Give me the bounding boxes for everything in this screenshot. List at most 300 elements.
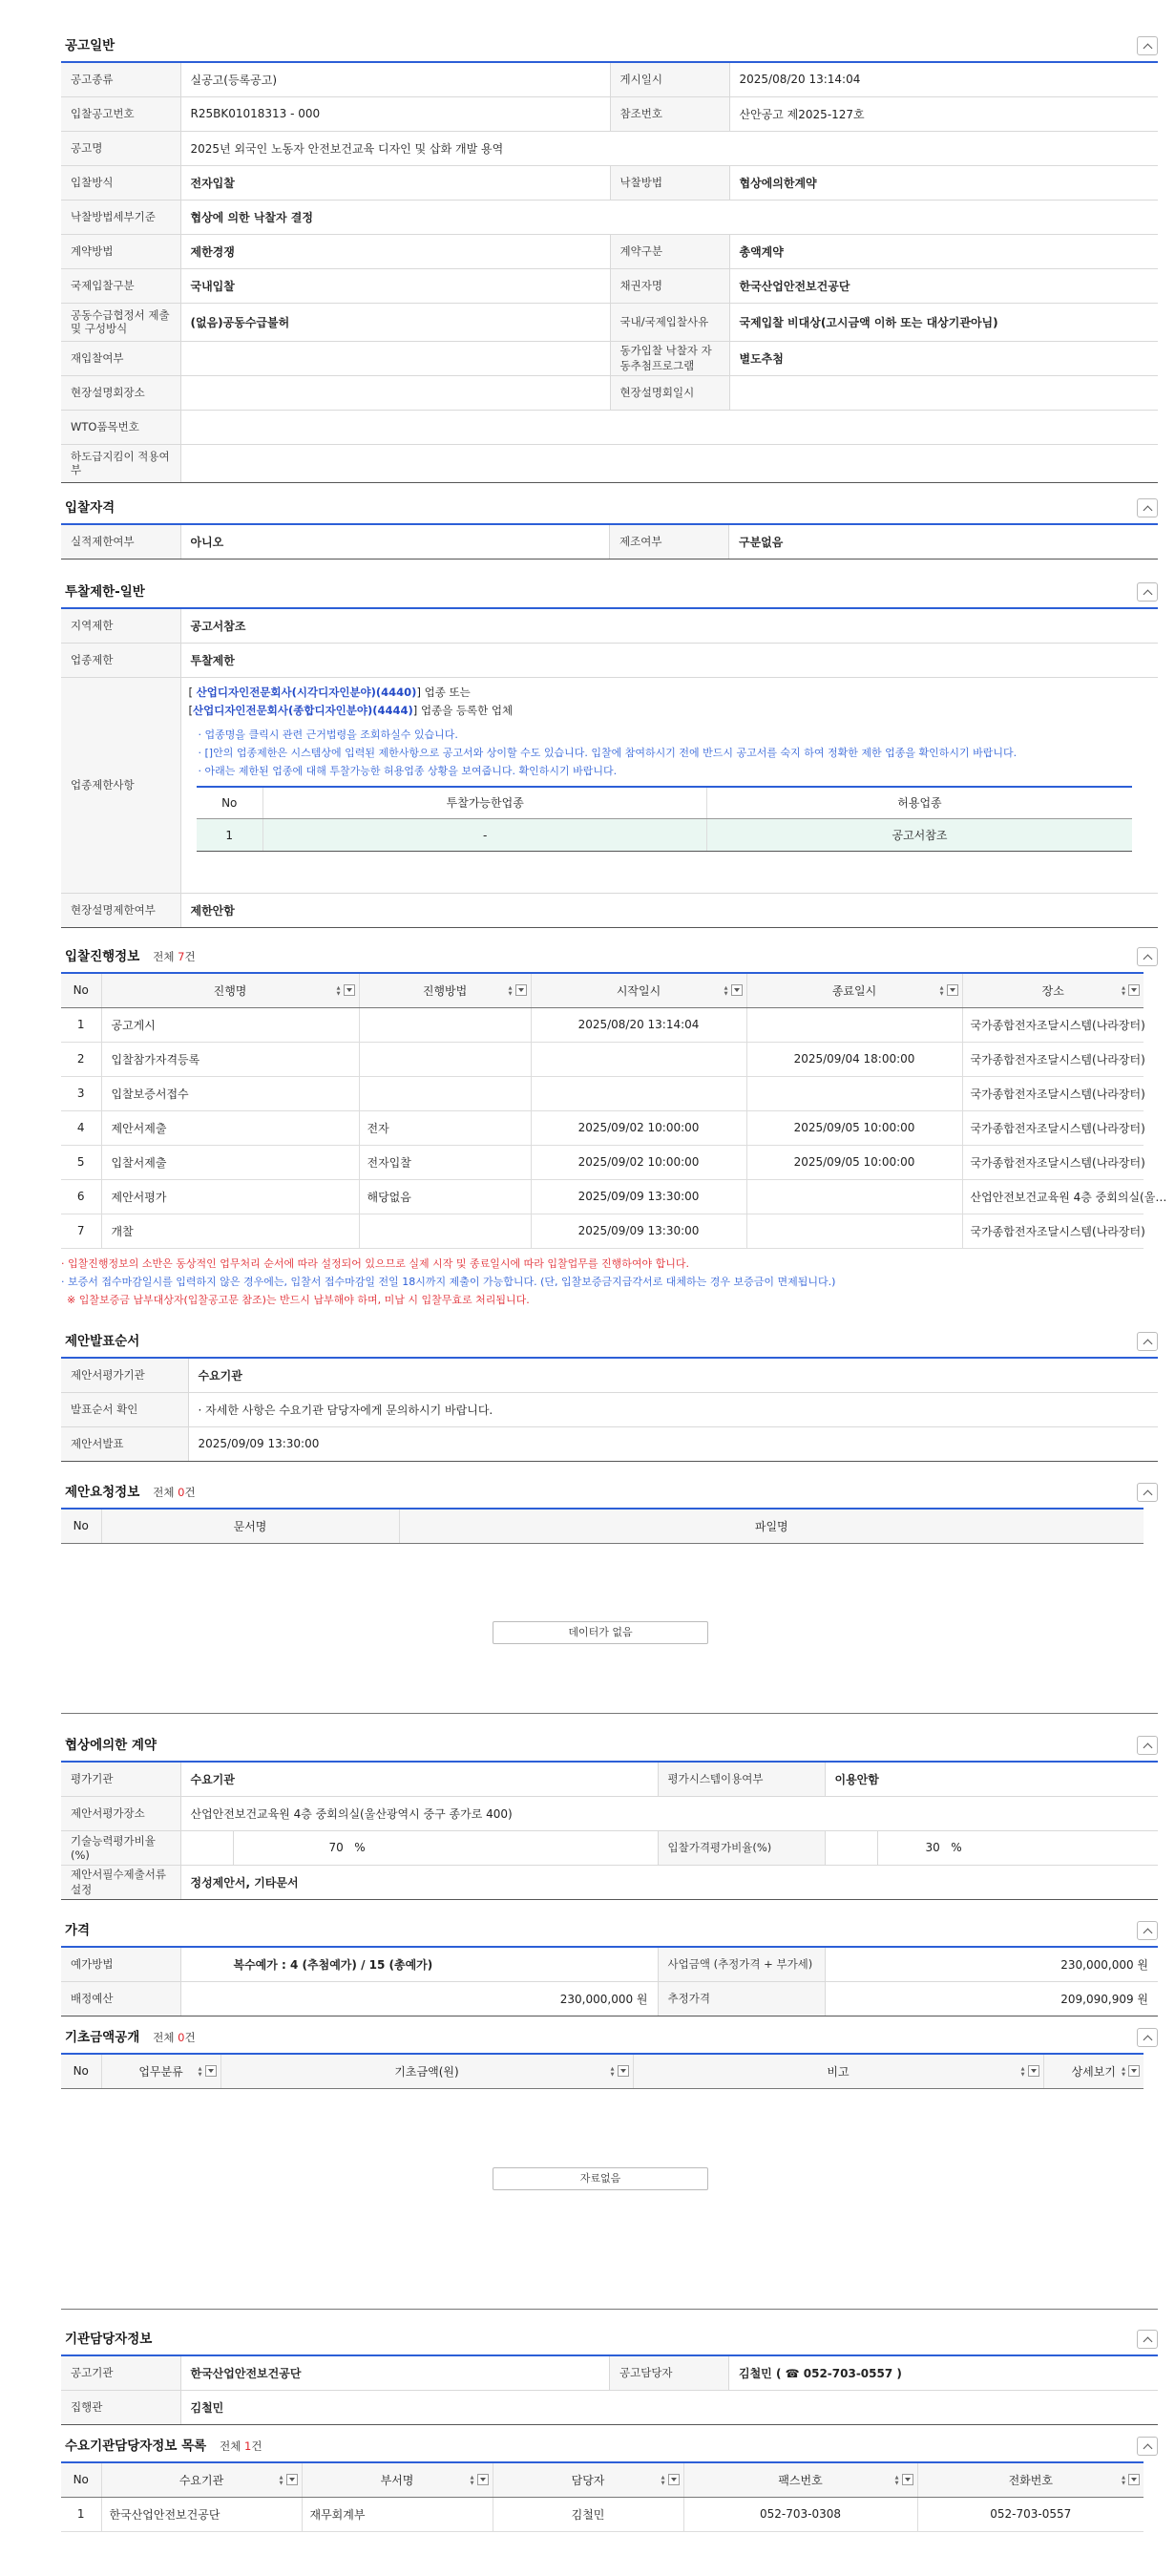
contact-table [61, 2354, 1158, 2425]
table-row [61, 96, 1158, 131]
section-title [65, 2026, 196, 2045]
table-row [61, 1042, 1144, 1076]
sort-icon[interactable]: ▲▼ [1019, 2066, 1026, 2078]
col-header[interactable] [359, 973, 531, 1007]
col-header: 투찰가능한업종 [263, 787, 707, 819]
value-text: 70 [328, 1841, 344, 1854]
value: 공고서참조 [180, 608, 1158, 643]
cell: 국가종합전자조달시스템(나라장터) [962, 1145, 1144, 1179]
cell [531, 1076, 746, 1110]
value [877, 1830, 1158, 1865]
section-title: 기관담당자정보 [65, 2332, 153, 2347]
value: 2025년 외국인 노동자 안전보건교육 디자인 및 삽화 개발 용역 [180, 131, 1158, 165]
sort-icon[interactable]: ▲▼ [335, 985, 342, 997]
proposal-table [61, 1357, 1158, 1462]
label: 제조여부 [610, 524, 729, 559]
value: R25BK01018313 - 000 [180, 96, 610, 131]
filter-dropdown-icon[interactable] [1028, 2065, 1039, 2077]
section-general [61, 27, 1158, 483]
label: 낙찰방법세부기준 [61, 200, 180, 234]
unit: % [354, 1841, 366, 1854]
sort-icon[interactable]: ▲▼ [469, 2475, 475, 2486]
count-suffix: 건 [184, 950, 196, 963]
cell [531, 1042, 746, 1076]
label: 배정예산 [61, 1981, 180, 2016]
value: 구분없음 [729, 524, 1159, 559]
cell: 제안서제출 [101, 1110, 359, 1145]
col-header-label: 전화번호 [1008, 2473, 1053, 2487]
value: · 자세한 사항은 수요기관 담당자에게 문의하시기 바랍니다. [188, 1392, 1158, 1426]
label: 기술능력평가비율(%) [61, 1830, 180, 1865]
value: 한국산업안전보건공단 [729, 268, 1158, 303]
sort-icon[interactable]: ▲▼ [660, 2475, 666, 2486]
col-header: No [197, 787, 263, 819]
cell: 해당없음 [359, 1179, 531, 1214]
col-header-label: 종료일시 [831, 983, 877, 998]
col-header-label: 업무분류 [138, 2064, 183, 2079]
title-text: 수요기관담당자정보 목록 [65, 2439, 207, 2454]
note-text: 보증서 접수마감일시를 입력하지 않은 경우에는, 입찰서 접수마감일 전일 18시까지 제출이 가능합니다. (단, 입찰보증금지급각서로 대체하는 경우 보증금이 면제됩니다.) [68, 1275, 836, 1288]
value: 복수예가 : 4 (추첨예가) / 15 (총예가) [180, 1947, 658, 1981]
general-table [61, 61, 1158, 483]
table-row [61, 2497, 1144, 2531]
value-text: 30 [925, 1841, 940, 1854]
label: 낙찰방법 [610, 165, 729, 200]
col-header [61, 2054, 101, 2088]
cell: 제안서평가 [101, 1179, 359, 1214]
filter-dropdown-icon[interactable] [902, 2474, 913, 2485]
sort-icon[interactable]: ▲▼ [197, 2066, 203, 2078]
section-request [61, 1473, 1158, 1638]
cell: 입찰참가자격등록 [101, 1042, 359, 1076]
cell: 2025/09/02 10:00:00 [531, 1110, 746, 1145]
text: 업종을 등록한 업체 [420, 703, 514, 717]
restriction-table: 지역제한 공고서참조 업종제한 투찰제한 업종제한사항 [ 산업디자인전문회사(시각디자인분야)(4440)] 업종 또는 [산업디자인전문회사(종합디자인분야)(4444)] 업종을 등록한 업체 · 업종명을 클릭시 관련 근거법령을 조회하실수 있습니다. · []안의 업종제한은 시스템상에 입력된 제한사항으로 공고서와 상이할 수도 있습니다. 입찰에 참여하시기 전에 반드시 공고서를 숙지 하여 정확한 제한 업종을 확인하시기 바랍니다. · 아래는 제한된 업종에 대해 투찰가능한 허용업종 상황을 보여줍니다. 확인하시기 바랍니다. No 투찰가능한업종 허용업종 1 - 공고서참조 현장설명제한여부 제한안함 [61, 607, 1158, 928]
label: 계약방법 [61, 234, 180, 268]
col-header-label: 장소 [1041, 983, 1064, 998]
col-header-label: 비고 [827, 2064, 850, 2079]
value: 수요기관 [180, 1762, 658, 1796]
value: 제한안함 [180, 893, 1158, 927]
col-header[interactable] [962, 973, 1144, 1007]
table-row [61, 1007, 1144, 1042]
title-text: 제안요청정보 [65, 1485, 140, 1500]
value: 230,000,000 원 [825, 1947, 1158, 1981]
section-progress [61, 938, 1167, 1309]
value: 제한경쟁 [180, 234, 610, 268]
note: 업종명을 클릭시 관련 근거법령을 조회하실수 있습니다. [204, 728, 458, 741]
cell: 개찰 [101, 1214, 359, 1248]
col-header: 문서명 [101, 1509, 399, 1543]
industry-link[interactable]: 산업디자인전문회사(종합디자인분야)(4444) [193, 703, 413, 717]
table-row [61, 303, 1158, 341]
count-suffix: 건 [184, 2031, 196, 2044]
demand-table [61, 2461, 1144, 2532]
cell: 2 [61, 1042, 101, 1076]
section-title [65, 2435, 262, 2454]
cell: 재무회계부 [302, 2497, 493, 2531]
label: 공고종류 [61, 62, 180, 96]
cell [746, 1076, 962, 1110]
col-header[interactable] [220, 2054, 633, 2088]
value: 산안공고 제2025-127호 [729, 96, 1158, 131]
col-header[interactable] [746, 973, 962, 1007]
value: 230,000,000 원 [180, 1981, 658, 2016]
collapse-toggle-icon[interactable] [1137, 1483, 1158, 1502]
cell: 국가종합전자조달시스템(나라장터) [962, 1110, 1144, 1145]
section-title: 투찰제한-일반 [65, 584, 145, 600]
col-header-label: 팩스번호 [778, 2473, 823, 2487]
value: 국제입찰 비대상(고시금액 이하 또는 대상기관아님) [729, 303, 1158, 341]
cell [359, 1214, 531, 1248]
collapse-toggle-icon[interactable] [1137, 1736, 1158, 1755]
cell: 입찰보증서접수 [101, 1076, 359, 1110]
col-header[interactable] [1043, 2054, 1144, 2088]
cell: 1 [61, 1007, 101, 1042]
table-row [61, 268, 1158, 303]
cell: 공고서참조 [707, 819, 1132, 852]
col-header-label: No [73, 983, 89, 998]
label: 입찰공고번호 [61, 96, 180, 131]
cell: 국가종합전자조달시스템(나라장터) [962, 1007, 1144, 1042]
cell [359, 1007, 531, 1042]
col-header[interactable] [101, 973, 359, 1007]
label: 공고명 [61, 131, 180, 165]
count: 0 [178, 1486, 185, 1499]
cell: 입찰서제출 [101, 1145, 359, 1179]
sort-icon[interactable]: ▲▼ [723, 985, 729, 997]
value: 209,090,909 원 [825, 1981, 1158, 2016]
label: 동가입찰 낙찰자 자동추첨프로그램 [610, 341, 729, 375]
cell: 052-703-0308 [683, 2497, 917, 2531]
section-title: 가격 [65, 1923, 91, 1938]
base-price-table [61, 2053, 1144, 2089]
col-header-label: 시작일시 [616, 983, 661, 998]
value: 수요기관 [188, 1358, 1158, 1392]
sort-icon[interactable]: ▲▼ [1121, 2066, 1126, 2078]
cell [359, 1076, 531, 1110]
note-text: 입찰진행정보의 소반은 동상적인 업무처리 순서에 따라 설정되어 있으므로 실제 시작 및 종료일시에 따라 입찰업무를 진행하여야 합니다. [68, 1256, 689, 1270]
sort-icon[interactable]: ▲▼ [609, 2066, 616, 2078]
cell: 6 [61, 1179, 101, 1214]
request-table [61, 1508, 1144, 1544]
label: 계약구분 [610, 234, 729, 268]
collapse-toggle-icon[interactable] [1137, 582, 1158, 602]
count: 1 [244, 2439, 252, 2453]
label: 공동수급협정서 제출 및 구성방식 [61, 303, 180, 341]
collapse-toggle-icon[interactable] [1137, 36, 1158, 55]
label: 집행관 [61, 2390, 180, 2424]
col-header-label: No [73, 2473, 89, 2487]
table-row [61, 1214, 1144, 1248]
label: 현장설명회장소 [61, 375, 180, 410]
section-title: 제안발표순서 [65, 1334, 140, 1349]
cell [746, 1214, 962, 1248]
value: 협상에의한계약 [729, 165, 1158, 200]
label: 하도급지킴이 적용여부 [61, 444, 180, 482]
cell: 공고게시 [101, 1007, 359, 1042]
value [180, 444, 1158, 482]
unit: % [951, 1841, 962, 1854]
section-title: 입찰자격 [65, 500, 115, 516]
cell: 052-703-0557 [917, 2497, 1144, 2531]
cell: 7 [61, 1214, 101, 1248]
value [180, 375, 610, 410]
table-row [61, 1110, 1144, 1145]
sort-icon[interactable]: ▲▼ [1121, 2475, 1126, 2486]
cell: 2025/09/05 10:00:00 [746, 1110, 962, 1145]
value [180, 410, 1158, 444]
cell [746, 1007, 962, 1042]
industry-link[interactable]: 산업디자인전문회사(시각디자인분야)(4440) [196, 685, 417, 699]
label: 참조번호 [610, 96, 729, 131]
cell: 2025/09/09 13:30:00 [531, 1214, 746, 1248]
cell: 3 [61, 1076, 101, 1110]
filter-dropdown-icon[interactable] [344, 984, 355, 996]
label: 제안서평가기관 [61, 1358, 188, 1392]
cell: 5 [61, 1145, 101, 1179]
label: 제안서발표 [61, 1426, 188, 1461]
table-row [61, 200, 1158, 234]
table-row [61, 234, 1158, 268]
count-prefix: 전체 [153, 950, 175, 963]
collapse-toggle-icon[interactable] [1137, 947, 1158, 966]
filter-dropdown-icon[interactable] [947, 984, 958, 996]
table-row [61, 1145, 1144, 1179]
value: 실공고(등록공고) [180, 62, 610, 96]
section-contact [61, 2320, 1158, 2425]
cell: 전자 [359, 1110, 531, 1145]
value: 협상에 의한 낙찰자 결정 [180, 200, 1158, 234]
value: 2025/08/20 13:14:04 [729, 62, 1158, 96]
value: 투찰제한 [180, 643, 1158, 677]
value: 김철민 ( ☎ 052-703-0557 ) [729, 2355, 1159, 2390]
col-header-label: No [73, 2064, 89, 2079]
qualification-table [61, 523, 1158, 560]
col-header [61, 973, 101, 1007]
label: 입찰가격평가비율(%) [658, 1830, 825, 1865]
section-title: 공고일반 [65, 38, 115, 53]
section-demand [61, 2427, 1158, 2532]
label: 현장설명제한여부 [61, 893, 180, 927]
cell: 한국산업안전보건공단 [101, 2497, 302, 2531]
section-title: 협상에의한 계약 [65, 1738, 157, 1753]
cell [746, 1179, 962, 1214]
count-prefix: 전체 [220, 2439, 241, 2453]
collapse-toggle-icon[interactable] [1137, 2330, 1158, 2349]
label: 제안서필수제출서류설정 [61, 1865, 180, 1899]
filter-dropdown-icon[interactable] [1128, 984, 1140, 996]
value-text: 자세한 사항은 수요기관 담당자에게 문의하시기 바랍니다. [205, 1403, 493, 1417]
label: 제안서평가장소 [61, 1796, 180, 1830]
filter-dropdown-icon[interactable] [286, 2474, 298, 2485]
section-price [61, 1911, 1158, 2016]
sort-icon[interactable]: ▲▼ [278, 2475, 284, 2486]
count-suffix: 건 [184, 1486, 196, 1499]
cell: 1 [61, 2497, 101, 2531]
label: 평가시스템이용여부 [658, 1762, 825, 1796]
col-header-label: 수요기관 [178, 2473, 224, 2487]
note: []안의 업종제한은 시스템상에 입력된 제한사항으로 공고서와 상이할 수도 있습니다. 입찰에 참여하시기 전에 반드시 공고서를 숙지 하여 정확한 제한 업종을 확인하시기 바랍니다. [204, 746, 1018, 759]
sort-icon[interactable]: ▲▼ [507, 985, 514, 997]
label: WTO품목번호 [61, 410, 180, 444]
col-header[interactable] [493, 2462, 683, 2497]
section-base-price [61, 2018, 1158, 2185]
collapse-toggle-icon[interactable] [1137, 1332, 1158, 1351]
section-restriction [61, 573, 1158, 928]
col-header[interactable] [917, 2462, 1144, 2497]
cell: 2025/09/04 18:00:00 [746, 1042, 962, 1076]
col-header[interactable] [101, 2462, 302, 2497]
cell: 1 [197, 819, 263, 852]
sort-icon[interactable]: ▲▼ [1121, 985, 1126, 997]
value: 총액계약 [729, 234, 1158, 268]
count: 7 [178, 950, 185, 963]
label: 현장설명회일시 [610, 375, 729, 410]
filter-dropdown-icon[interactable] [515, 984, 527, 996]
col-header: 허용업종 [707, 787, 1132, 819]
value: 이용안함 [825, 1762, 1158, 1796]
label: 재입찰여부 [61, 341, 180, 375]
cell: 국가종합전자조달시스템(나라장터) [962, 1214, 1144, 1248]
count-prefix: 전체 [153, 1486, 175, 1499]
value: 정성제안서, 기타문서 [180, 1865, 1158, 1899]
value: 산업안전보건교육원 4층 중회의실(울산광역시 중구 종가로 400) [180, 1796, 1158, 1830]
collapse-toggle-icon[interactable] [1137, 498, 1158, 517]
col-header: No [61, 1509, 101, 1543]
col-header[interactable] [101, 2054, 220, 2088]
label: 채권자명 [610, 268, 729, 303]
cell: 산업안전보건교육원 4층 중회의실(울… [962, 1179, 1144, 1214]
label: 지역제한 [61, 608, 180, 643]
title-text: 기초금액공개 [65, 2030, 140, 2045]
col-header-label: 담당자 [571, 2473, 605, 2487]
label: 실적제한여부 [61, 524, 180, 559]
count-prefix: 전체 [153, 2031, 175, 2044]
table-row [61, 1076, 1144, 1110]
section-title [65, 1481, 196, 1500]
value: 국내입찰 [180, 268, 610, 303]
value: 전자입찰 [180, 165, 610, 200]
cell: 김철민 [493, 2497, 683, 2531]
label: 예가방법 [61, 1947, 180, 1981]
cell: - [263, 819, 707, 852]
col-header[interactable] [531, 973, 746, 1007]
divider [61, 1713, 1158, 1714]
text: 업종 또는 [424, 685, 471, 699]
label: 업종제한사항 [61, 677, 180, 893]
cell: 2025/09/02 10:00:00 [531, 1145, 746, 1179]
divider [61, 2309, 1158, 2310]
value: (없음)공동수급불허 [180, 303, 610, 341]
filter-dropdown-icon[interactable] [1128, 2474, 1140, 2485]
title-text: 입찰진행정보 [65, 949, 140, 964]
value [729, 375, 1158, 410]
cell: 4 [61, 1110, 101, 1145]
col-header[interactable] [633, 2054, 1043, 2088]
note-text: ※ 입찰보증금 납부대상자(입찰공고문 참조)는 반드시 납부해야 하며, 미납 시 입찰무효로 처리됩니다. [67, 1293, 530, 1306]
section-proposal [61, 1322, 1158, 1462]
count-suffix: 건 [251, 2439, 262, 2453]
filter-dropdown-icon[interactable] [731, 984, 743, 996]
label: 평가기관 [61, 1762, 180, 1796]
label: 추정가격 [658, 1981, 825, 2016]
cell: 국가종합전자조달시스템(나라장터) [962, 1042, 1144, 1076]
table-row [61, 410, 1158, 444]
filter-dropdown-icon[interactable] [618, 2065, 629, 2077]
label: 공고담당자 [610, 2355, 729, 2390]
table-row [61, 444, 1158, 482]
label: 국제입찰구분 [61, 268, 180, 303]
collapse-toggle-icon[interactable] [1137, 2028, 1158, 2047]
price-table [61, 1946, 1158, 2016]
value: 김철민 [180, 2390, 1158, 2424]
value [180, 341, 610, 375]
empty-state-button: 데이터가 없음 [493, 1621, 708, 1644]
table-row [61, 62, 1158, 96]
cell: 전자입찰 [359, 1145, 531, 1179]
cell: 2025/09/09 13:30:00 [531, 1179, 746, 1214]
col-header-label: 상세보기 [1071, 2064, 1116, 2079]
section-negotiation [61, 1726, 1158, 1900]
value [233, 1830, 658, 1865]
value: 별도추첨 [729, 341, 1158, 375]
allowed-industry-table [197, 786, 1132, 853]
value: 아니오 [180, 524, 610, 559]
note: · 보증서 접수마감일시를 입력하지 않은 경우에는, 입찰서 접수마감일 전일 18시까지 제출이 가능합니다. (단, 입찰보증금지급각서로 대체하는 경우 보증금이 면제됩니다.) [61, 1275, 836, 1288]
value: 한국산업안전보건공단 [180, 2355, 610, 2390]
col-header[interactable] [683, 2462, 917, 2497]
filter-dropdown-icon[interactable] [668, 2474, 680, 2485]
table-row [61, 165, 1158, 200]
collapse-toggle-icon[interactable] [1137, 2437, 1158, 2456]
col-header[interactable] [302, 2462, 493, 2497]
label: 입찰방식 [61, 165, 180, 200]
filter-dropdown-icon[interactable] [1128, 2065, 1140, 2077]
table-row [61, 1179, 1144, 1214]
cell: 2025/09/05 10:00:00 [746, 1145, 962, 1179]
label: 게시일시 [610, 62, 729, 96]
section-qualification [61, 489, 1158, 560]
negotiation-table [61, 1761, 1158, 1900]
label: 업종제한 [61, 643, 180, 677]
col-header-label: 부서명 [380, 2473, 414, 2487]
col-header-label: 진행방법 [422, 983, 468, 998]
label: 사업금액 (추정가격 + 부가세) [658, 1947, 825, 1981]
sort-icon[interactable]: ▲▼ [893, 2475, 900, 2486]
note: 아래는 제한된 업종에 대해 투찰가능한 허용업종 상황을 보여줍니다. 확인하시기 바랍니다. [204, 764, 618, 777]
table-row [61, 375, 1158, 410]
filter-dropdown-icon[interactable] [477, 2474, 489, 2485]
table-row [61, 131, 1158, 165]
col-header-label: 기초금액(원) [394, 2064, 459, 2079]
collapse-toggle-icon[interactable] [1137, 1921, 1158, 1940]
table-row [61, 341, 1158, 375]
count: 0 [178, 2031, 185, 2044]
cell: 2025/08/20 13:14:04 [531, 1007, 746, 1042]
empty-state-button: 자료없음 [493, 2167, 708, 2190]
cell: 국가종합전자조달시스템(나라장터) [962, 1076, 1144, 1110]
note: · 입찰진행정보의 소반은 동상적인 업무처리 순서에 따라 설정되어 있으므로 실제 시작 및 종료일시에 따라 입찰업무를 진행하여야 합니다. [61, 1256, 689, 1270]
value: 2025/09/09 13:30:00 [188, 1426, 1158, 1461]
section-title [65, 945, 196, 964]
sort-icon[interactable]: ▲▼ [938, 985, 945, 997]
filter-dropdown-icon[interactable] [205, 2065, 217, 2077]
label: 발표순서 확인 [61, 1392, 188, 1426]
col-header: 파일명 [399, 1509, 1144, 1543]
label: 국내/국제입찰사유 [610, 303, 729, 341]
table-row [197, 819, 1132, 852]
